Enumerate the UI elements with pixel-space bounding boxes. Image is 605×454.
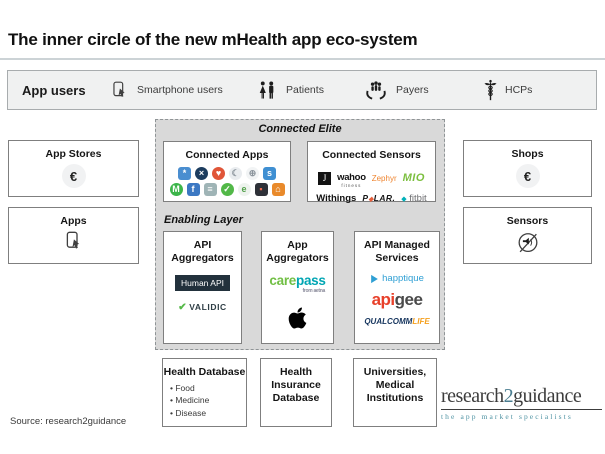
wahoo-fitness-logo: wahoo fitness xyxy=(337,172,366,189)
shops-box xyxy=(463,140,592,197)
connected-elite-title: Connected Elite xyxy=(258,123,342,135)
app-icon: ≡ xyxy=(204,183,217,196)
jawbone-logo: J xyxy=(318,172,331,185)
apps-title: Apps xyxy=(60,215,87,227)
smartphone-users-label: Smartphone users xyxy=(137,84,223,96)
app-stores-box xyxy=(8,140,139,197)
bullet-item: • Disease xyxy=(170,407,246,419)
sensors-title: Sensors xyxy=(506,215,549,227)
payers-hands-icon xyxy=(364,80,388,101)
health-database-title: Health Database xyxy=(163,366,246,378)
app-users-bar xyxy=(7,70,597,110)
logo-tagline: the app market specialists xyxy=(441,412,573,421)
patients-icon xyxy=(256,80,278,101)
apple-icon xyxy=(262,306,333,330)
payers-label: Payers xyxy=(396,84,429,96)
app-icon: e xyxy=(238,183,251,196)
page-title: The inner circle of the new mHealth app eco-system xyxy=(8,30,418,49)
source-note: Source: research2guidance xyxy=(10,416,127,427)
app-icon: ✓ xyxy=(221,183,234,196)
fitbit-logo: ◆ fitbit xyxy=(401,192,427,204)
zephyr-logo: Zephyr xyxy=(371,173,397,183)
app-stores-title: App Stores xyxy=(45,148,102,160)
enabling-layer-label: Enabling Layer xyxy=(164,214,243,226)
health-database-bullets xyxy=(170,382,246,419)
app-user-patients xyxy=(256,71,324,109)
app-icon: ♥ xyxy=(212,167,225,180)
health-database-box xyxy=(162,358,247,427)
euro-icon: € xyxy=(516,164,540,188)
check-icon: ✔ xyxy=(178,302,188,314)
connected-apps-title: Connected Apps xyxy=(185,149,269,161)
app-icon: ▪ xyxy=(255,183,268,196)
carepass-logo: carepass from aetna xyxy=(262,274,333,294)
apigee-logo: apigee xyxy=(371,290,423,310)
human-api-logo: Human API xyxy=(175,275,230,291)
api-managed-services-box xyxy=(354,231,440,344)
app-icon: ☾ xyxy=(229,167,242,180)
patients-label: Patients xyxy=(286,84,324,96)
app-icon: ⌂ xyxy=(272,183,285,196)
connected-sensors-box xyxy=(307,141,436,202)
app-users-label: App users xyxy=(22,83,86,98)
title-divider xyxy=(0,58,605,60)
app-user-smartphone-users xyxy=(110,71,223,109)
health-insurance-database-title: Health Insurance Database xyxy=(271,366,321,405)
app-aggregators-title: App Aggregators xyxy=(266,239,329,265)
app-icons-row-1 xyxy=(164,167,290,180)
app-icon: f xyxy=(187,183,200,196)
app-icons-row-2 xyxy=(164,183,290,196)
sensors-box xyxy=(463,207,592,264)
smartphone-tap-icon xyxy=(110,80,129,101)
app-icon: M xyxy=(170,183,183,196)
sensor-logos-row-1 xyxy=(308,168,435,189)
happtique-logo: happtique xyxy=(355,273,439,284)
validic-logo: ✔ VALIDIC xyxy=(178,302,227,314)
bullet-item: • Food xyxy=(170,382,246,394)
sensor-logos-row-2 xyxy=(308,193,435,204)
app-icon: × xyxy=(195,167,208,180)
qualcomm-life-logo: QUALCOMMLIFE xyxy=(364,317,430,327)
api-aggregators-box xyxy=(163,231,242,344)
euro-icon: € xyxy=(62,164,86,188)
shops-title: Shops xyxy=(511,148,544,160)
play-icon xyxy=(370,274,379,284)
smartphone-tap-icon xyxy=(9,230,138,253)
universities-title: Universities, Medical Institutions xyxy=(363,366,427,405)
app-icon: * xyxy=(178,167,191,180)
app-icon: s xyxy=(263,167,276,180)
sensor-icon xyxy=(464,230,591,256)
caduceus-icon xyxy=(484,79,497,101)
api-aggregators-title: API Aggregators xyxy=(171,239,234,265)
connected-sensors-title: Connected Sensors xyxy=(322,149,421,161)
app-icon: ⊕ xyxy=(246,167,259,180)
app-aggregators-box xyxy=(261,231,334,344)
apps-box xyxy=(8,207,139,264)
app-user-payers xyxy=(364,71,429,109)
health-insurance-database-box xyxy=(260,358,332,427)
carepass-sub-label: from aetna xyxy=(302,287,325,294)
bullet-item: • Medicine xyxy=(170,394,246,406)
app-user-hcps xyxy=(484,71,532,109)
withings-logo: Withings xyxy=(316,192,357,204)
mio-logo: MIO xyxy=(402,172,425,185)
connected-apps-box xyxy=(163,141,291,202)
hcps-label: HCPs xyxy=(505,84,533,96)
api-managed-services-title: API Managed Services xyxy=(364,239,430,265)
research2guidance-logo: research2guidance the app market specialists xyxy=(441,385,602,421)
connected-elite-container xyxy=(155,119,445,350)
polar-logo: P◆LAR. xyxy=(362,193,396,204)
universities-box xyxy=(353,358,437,427)
